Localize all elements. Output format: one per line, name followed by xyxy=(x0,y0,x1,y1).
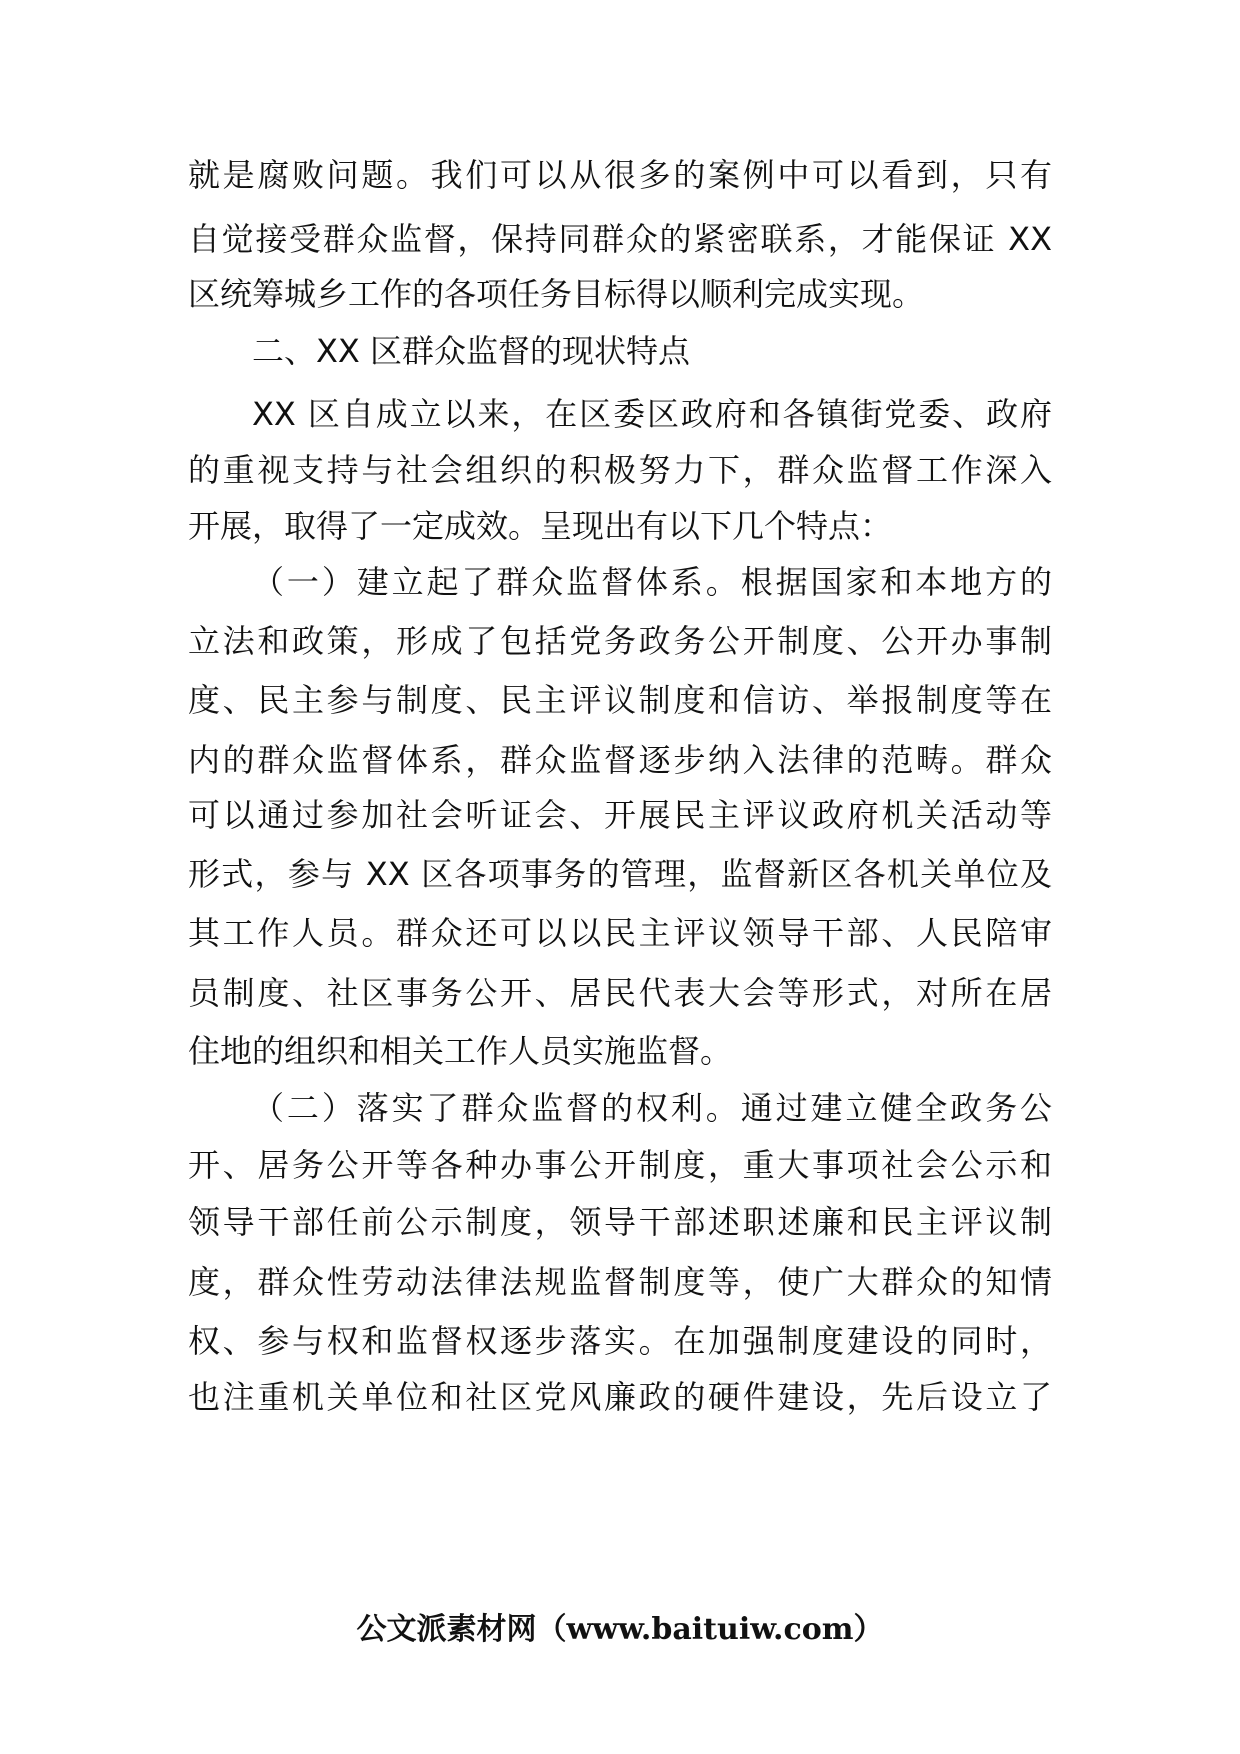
paragraph-line: 领导干部任前公示制度，领导干部述职述廉和民主评议制 xyxy=(188,1203,1052,1241)
paragraph-line: （二）落实了群众监督的权利。通过建立健全政务公 xyxy=(252,1089,1052,1127)
paragraph-line: 就是腐败问题。我们可以从很多的案例中可以看到，只有 xyxy=(188,156,1052,194)
paragraph-line: 自觉接受群众监督，保持同群众的紧密联系，才能保证 XX xyxy=(188,220,1052,258)
paragraph-line: （一）建立起了群众监督体系。根据国家和本地方的 xyxy=(252,563,1052,601)
paragraph-line: XX 区自成立以来，在区委区政府和各镇街党委、政府 xyxy=(252,395,1052,433)
paragraph-line: 开展，取得了一定成效。呈现出有以下几个特点： xyxy=(188,507,893,545)
paragraph-line: 可以通过参加社会听证会、开展民主评议政府机关活动等 xyxy=(188,796,1052,834)
paragraph-line: 员制度、社区事务公开、居民代表大会等形式，对所在居 xyxy=(188,974,1052,1012)
paragraph-line: 内的群众监督体系，群众监督逐步纳入法律的范畴。群众 xyxy=(188,741,1052,779)
section-heading: 二、XX 区群众监督的现状特点 xyxy=(252,332,691,370)
paragraph-line: 度，群众性劳动法律法规监督制度等，使广大群众的知情 xyxy=(188,1263,1052,1301)
paragraph-line: 度、民主参与制度、民主评议制度和信访、举报制度等在 xyxy=(188,681,1052,719)
paragraph-line: 区统筹城乡工作的各项任务目标得以顺利完成实现。 xyxy=(188,275,925,313)
paragraph-line: 形式，参与 XX 区各项事务的管理，监督新区各机关单位及 xyxy=(188,855,1052,893)
paragraph-line: 的重视支持与社会组织的积极努力下，群众监督工作深入 xyxy=(188,451,1052,489)
paragraph-line: 住地的组织和相关工作人员实施监督。 xyxy=(188,1032,733,1070)
paragraph-line: 开、居务公开等各种办事公开制度，重大事项社会公示和 xyxy=(188,1146,1052,1184)
paragraph-line: 也注重机关单位和社区党风廉政的硬件建设，先后设立了 xyxy=(188,1378,1052,1416)
paragraph-line: 立法和政策，形成了包括党务政务公开制度、公开办事制 xyxy=(188,622,1052,660)
footer-source: 公文派素材网（www.baituiw.com） xyxy=(356,1612,884,1647)
paragraph-line: 其工作人员。群众还可以以民主评议领导干部、人民陪审 xyxy=(188,914,1052,952)
paragraph-line: 权、参与权和监督权逐步落实。在加强制度建设的同时， xyxy=(188,1322,1052,1360)
